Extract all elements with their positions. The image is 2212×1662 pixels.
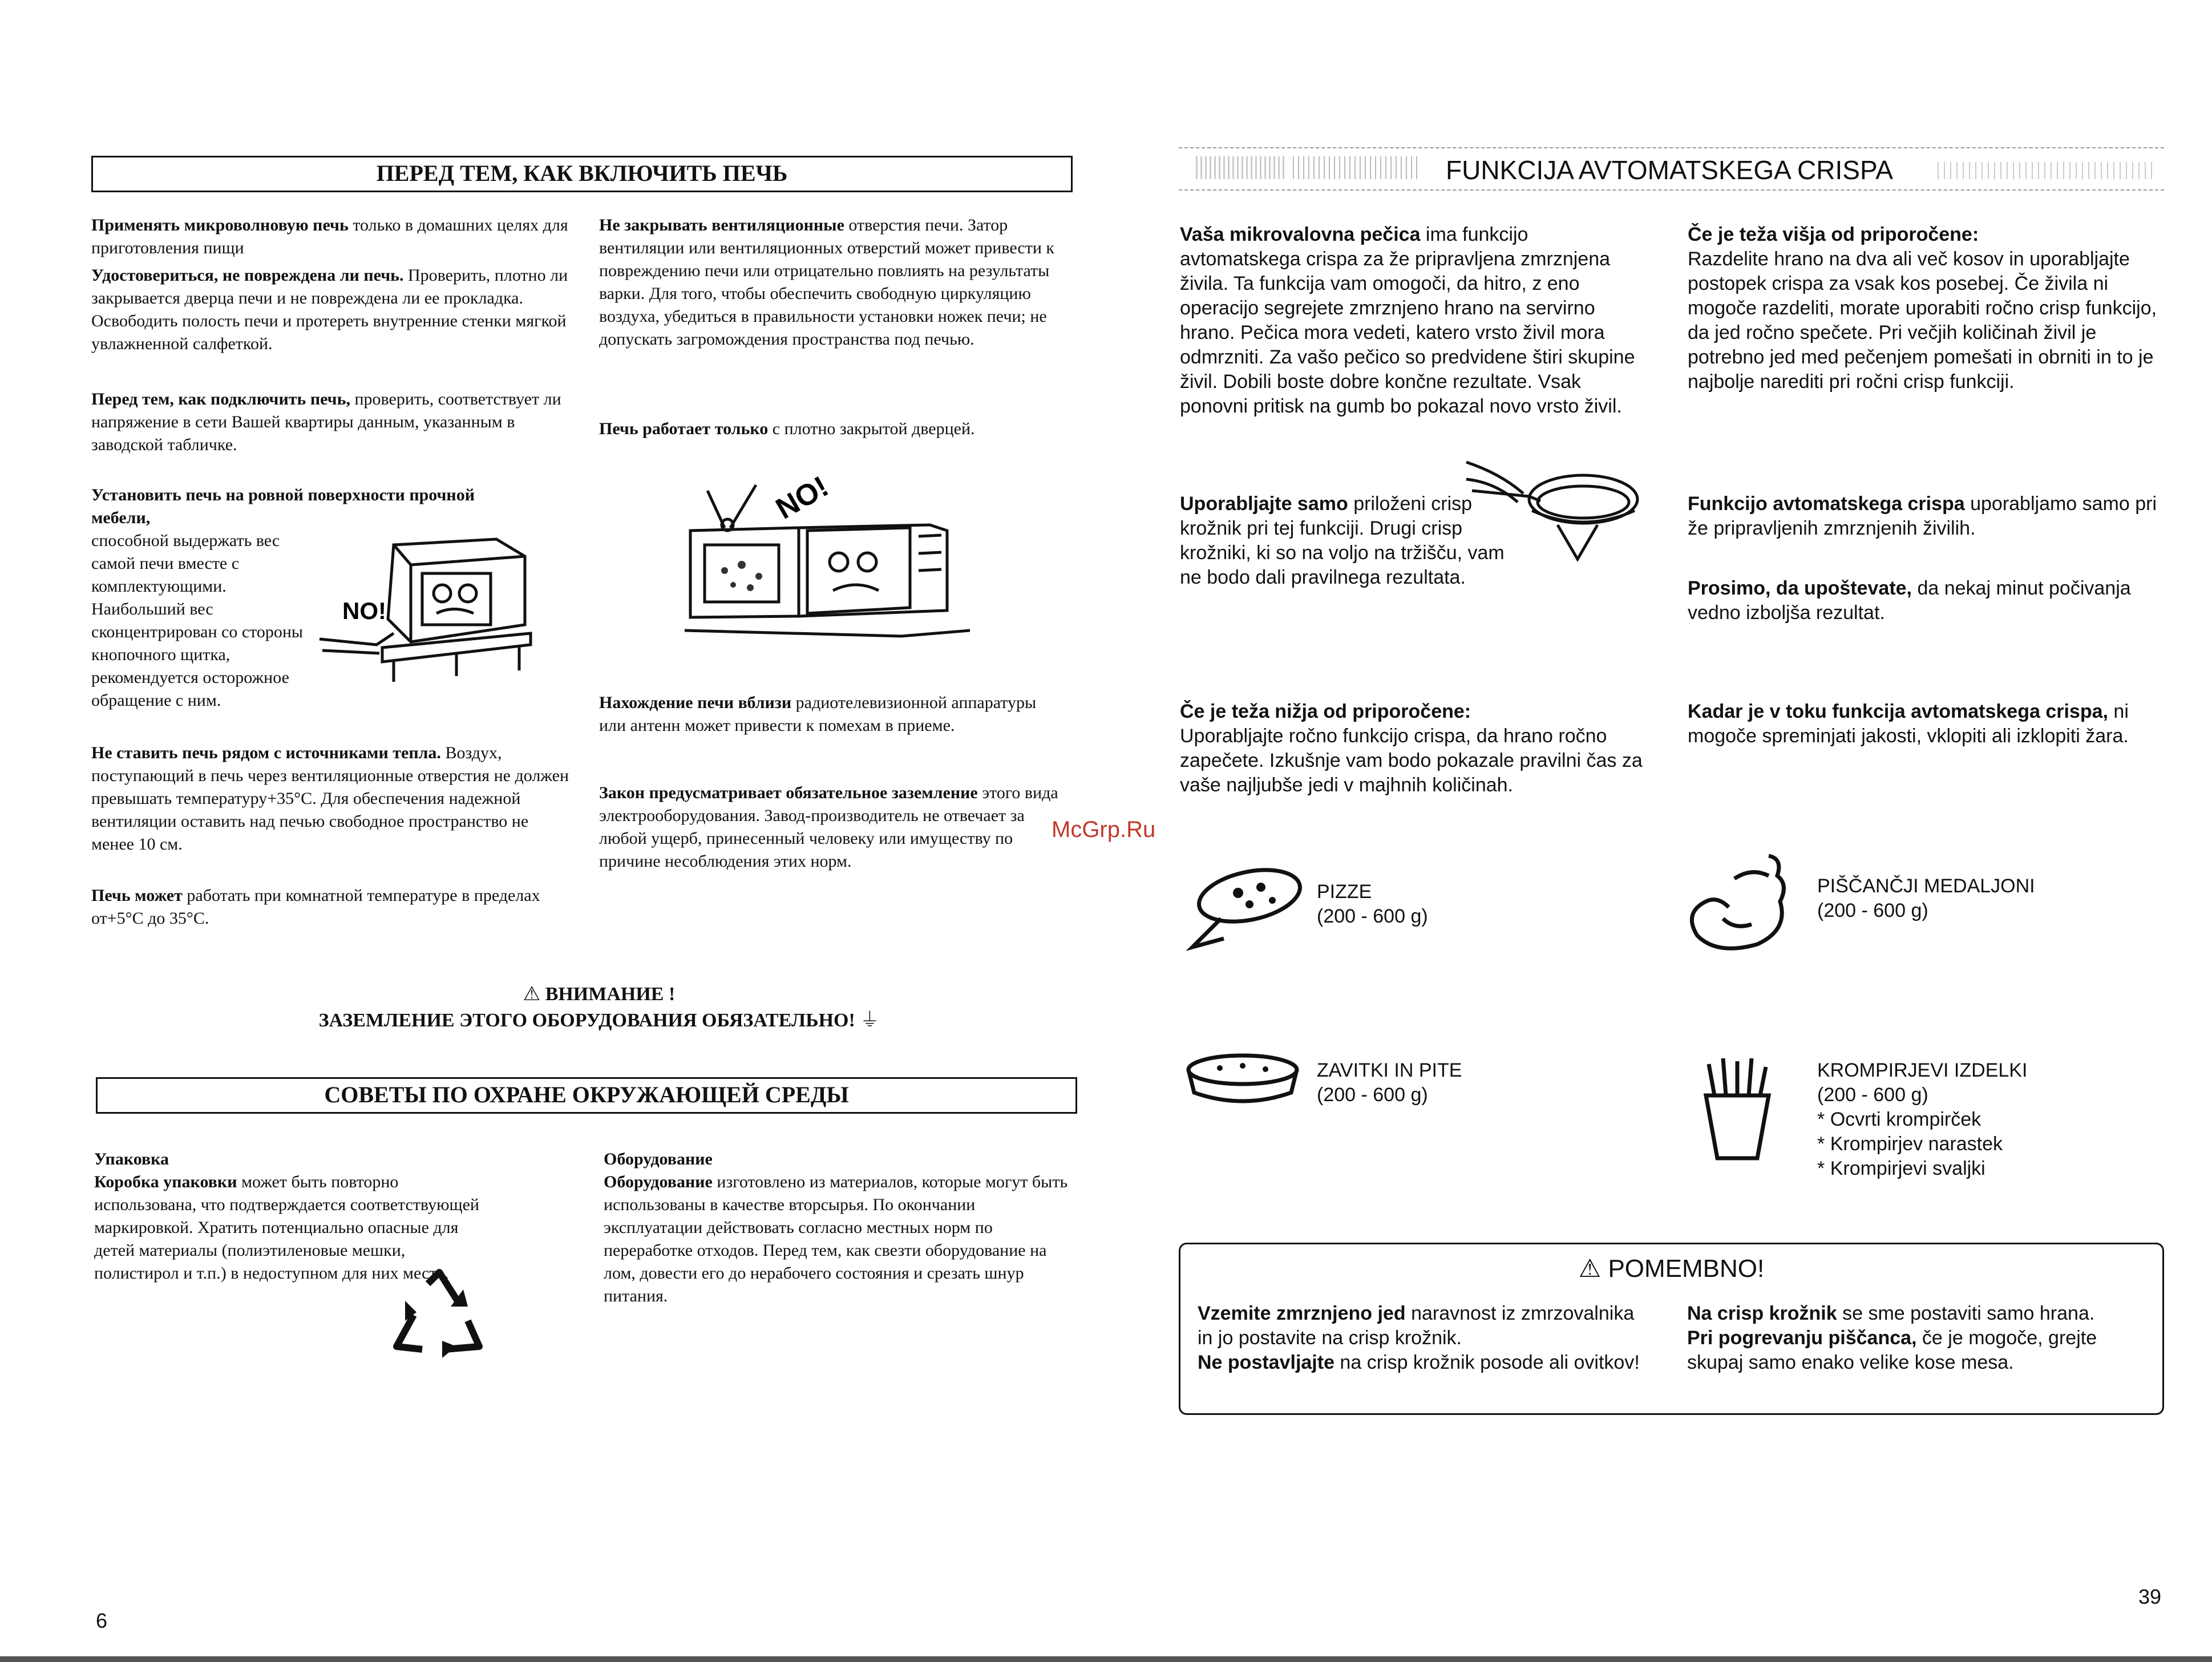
important-box bbox=[1179, 1243, 2164, 1415]
potato-list bbox=[1817, 1107, 2137, 1181]
paragraph-tv-interference: Нахождение печи вблизи радиотелевизионной аппаратуры или антенн может привести к помехам в приеме. bbox=[599, 693, 1037, 735]
scan-bottom-edge bbox=[0, 1656, 2212, 1662]
crisp-higher-weight-heading: Če je teža višja od priporočene: bbox=[1688, 224, 1979, 245]
paragraph-closed-door: Печь работает только с плотно закрытой дверцей. bbox=[599, 419, 975, 438]
paragraph-placement-text: способной выдержать вес самой печи вместе с комплектующими. Наибольший вес сконцентрирован со стороны кнопочного щитка, рекомендуется осторожное обращение с ним. bbox=[91, 531, 304, 710]
eco-equipment-text: Оборудование изготовлено из материалов, которые могут быть использованы в качестве вторсырья. По окончании эксплуатации действовать согласно местных норм по переработке отходов. Перед тем, как свезти оборудование на лом, довести его до нерабочего состояния и срезать шнур питания. bbox=[604, 1172, 1068, 1305]
crisp-use-plate: Uporabljajte samo priloženi crisp krožnik pri tej funkciji. Drugi crisp krožniki, ki so na voljo na tržišču, vam ne bodo dali pravilnega rezultata. bbox=[1180, 493, 1505, 588]
paragraph-grounding-law: Закон предусматривает обязательное заземление этого вида электрооборудования. Завод-производитель не отвечает за любой ущерб, принесенный человеку или имуществу по причине несоблюдения этих норм. bbox=[599, 783, 1058, 871]
warning-text: ЗАЗЕМЛЕНИЕ ЭТОГО ОБОРУДОВАНИЯ ОБЯЗАТЕЛЬНО! bbox=[318, 1010, 855, 1031]
paragraph-check-damage: Удостовериться, не повреждена ли печь. Проверить, плотно ли закрывается дверца печи и не повреждена ли ее прокладка. Освободить полость печи и протереть внутренние стенки мягкой увлажненной салфеткой. bbox=[91, 266, 568, 353]
crisp-func-note: Funkcijo avtomatskega crispa uporabljamo samo pri že pripravljenih zmrznjenih živilih. bbox=[1688, 493, 2157, 539]
right-page-title: FUNKCIJA AVTOMATSKEGA CRISPA bbox=[1441, 155, 1898, 185]
section-title-before-use: ПЕРЕД ТЕМ, КАК ВКЛЮЧИТЬ ПЕЧЬ bbox=[91, 156, 1073, 192]
crisp-plate-illustration bbox=[1461, 456, 1643, 565]
recycle-icon bbox=[388, 1267, 491, 1364]
page-number-left: 6 bbox=[96, 1609, 108, 1632]
paragraph-ventilation: Не закрывать вентиляционные отверстия печи. Затор вентиляции или вентиляционных отверстий может привести к повреждению печи или отрицательно повлиять на результаты варки. Для того, чтобы обеспечить свободную циркуляцию воздуха, убедиться в правильности установки ножек печи; не допускать загромождения пространства под печью. bbox=[599, 216, 1054, 349]
crisp-lower-weight-heading: Če je teža nižja od priporočene: bbox=[1180, 701, 1471, 722]
eco-packaging-text: Коробка упаковки может быть повторно использована, что подтверждается соответствующей маркировкой. Хратить потенциально опасные для детей материалы (полиэтиленовые мешки, полистирол и т.п.) в недоступном для них месте. bbox=[94, 1172, 479, 1283]
crisp-lower-weight-text: Uporabljajte ročno funkcijo crispa, da hrano ročno zapečete. Izkušnje vam bodo pokazale pravilni čas za vaše najljubše jedi v majhnih količinah. bbox=[1180, 725, 1643, 796]
chicken-icon bbox=[1683, 844, 1797, 959]
watermark: McGrp.Ru bbox=[1052, 817, 1156, 842]
crisp-higher-weight-text: Razdelite hrano na dva ali več kosov in uporabljajte postopek crispa za vsak kos posebej. Če živila ni mogoče razdeliti, morate uporabiti ročno crisp funkcijo, da jed ročno spečete. Pri večjih količinah živil je potrebno jed med pečenjem pomešati in obrniti in to je najbolje narediti pri ročni crisp funkciji. bbox=[1688, 248, 2157, 393]
oven-near-tv-illustration bbox=[685, 468, 970, 639]
paragraph-placement: Установить печь на ровной поверхности прочной мебели, bbox=[91, 486, 475, 527]
pizza-icon bbox=[1181, 856, 1307, 953]
crisp-intro: Vaša mikrovalovna pečica ima funkcijo avtomatskega crispa za že pripravljena zmrznjena živila. Ta funkcija vam omogoči, da hitro, z eno operacijo segrejete zmrznjeno hrano na servirno hrano. Pečica mora vedeti, katero vrsto živil mora odmrzniti. Za vašo pečico so predvidene štiri skupine živil. Dobili boste dobre končne rezultate. Vsak ponovni pritisk na gumb bo pokazal novo vrsto živil. bbox=[1180, 224, 1635, 417]
food-chicken: PIŠČANČJI MEDALJONI (200 - 600 g) bbox=[1817, 875, 2035, 921]
eco-equipment-heading: Оборудование bbox=[604, 1150, 713, 1168]
ground-icon: ⏚ bbox=[860, 1009, 880, 1032]
no-label-1: NO! bbox=[342, 597, 386, 624]
list-item: * Ocvrti krompirček bbox=[1817, 1107, 2137, 1132]
fries-icon bbox=[1695, 1056, 1780, 1164]
warning-icon: ⚠ bbox=[523, 982, 541, 1005]
paragraph-room-temperature: Печь может работать при комнатной температуре в пределах от+5°С до 35°С. bbox=[91, 886, 540, 928]
important-right-text: Na crisp krožnik se sme postaviti samo hrana. Pri pogrevanju piščanca, če je mogoče, grejte skupaj samo enako velike kose mesa. bbox=[1687, 1303, 2097, 1373]
food-potato: KROMPIRJEVI IZDELKI (200 - 600 g) * Ocvrti krompirček * Krompirjev narastek * Krompirjevi svaljki bbox=[1817, 1058, 2137, 1181]
food-pies: ZAVITKI IN PITE (200 - 600 g) bbox=[1317, 1060, 1462, 1106]
paragraph-purpose: Применять микроволновую печь только в домашних целях для приготовления пищи bbox=[91, 216, 568, 257]
list-item: * Krompirjev narastek bbox=[1817, 1132, 2137, 1156]
list-item: * Krompirjevi svaljki bbox=[1817, 1156, 2137, 1181]
crisp-during-note: Kadar je v toku funkcija avtomatskega crispa, ni mogoče spreminjati jakosti, vklopiti ali izklopiti žara. bbox=[1688, 701, 2129, 747]
oven-on-table-illustration bbox=[308, 533, 548, 693]
page-number-right: 39 bbox=[2138, 1585, 2162, 1608]
warning-block bbox=[228, 981, 970, 1034]
section-title-environment: СОВЕТЫ ПО ОХРАНЕ ОКРУЖАЮЩЕЙ СРЕДЫ bbox=[96, 1077, 1077, 1114]
right-title-bar bbox=[1179, 147, 2164, 191]
paragraph-heat-sources: Не ставить печь рядом с источниками тепла. Воздух, поступающий в печь через вентиляционные отверстия не должен превышать температуру+35°С. Для обеспечения надежной вентиляции оставить над печью свободное пространство не менее 10 см. bbox=[91, 743, 569, 854]
food-pizza: PIZZE (200 - 600 g) bbox=[1317, 881, 1428, 927]
crisp-rest-note: Prosimo, da upoštevate, da nekaj minut počivanja vedno izboljša rezultat. bbox=[1688, 577, 2131, 624]
important-title: POMEMBNO! bbox=[1608, 1255, 1765, 1283]
warning-icon: ⚠ bbox=[1578, 1254, 1602, 1283]
eco-packaging-heading: Упаковка bbox=[94, 1150, 169, 1168]
no-label-2: NO! bbox=[770, 470, 834, 526]
pie-icon bbox=[1180, 1050, 1305, 1113]
important-left-text: Vzemite zmrznjeno jed naravnost iz zmrzovalnika in jo postavite na crisp krožnik. Ne postavljajte na crisp krožnik posode ali ovitkov! bbox=[1198, 1303, 1640, 1373]
paragraph-voltage: Перед тем, как подключить печь, проверить, соответствует ли напряжение в сети Вашей квартиры данным, указанным в заводской табличке. bbox=[91, 390, 561, 454]
warning-title: ВНИМАНИЕ ! bbox=[545, 984, 676, 1005]
